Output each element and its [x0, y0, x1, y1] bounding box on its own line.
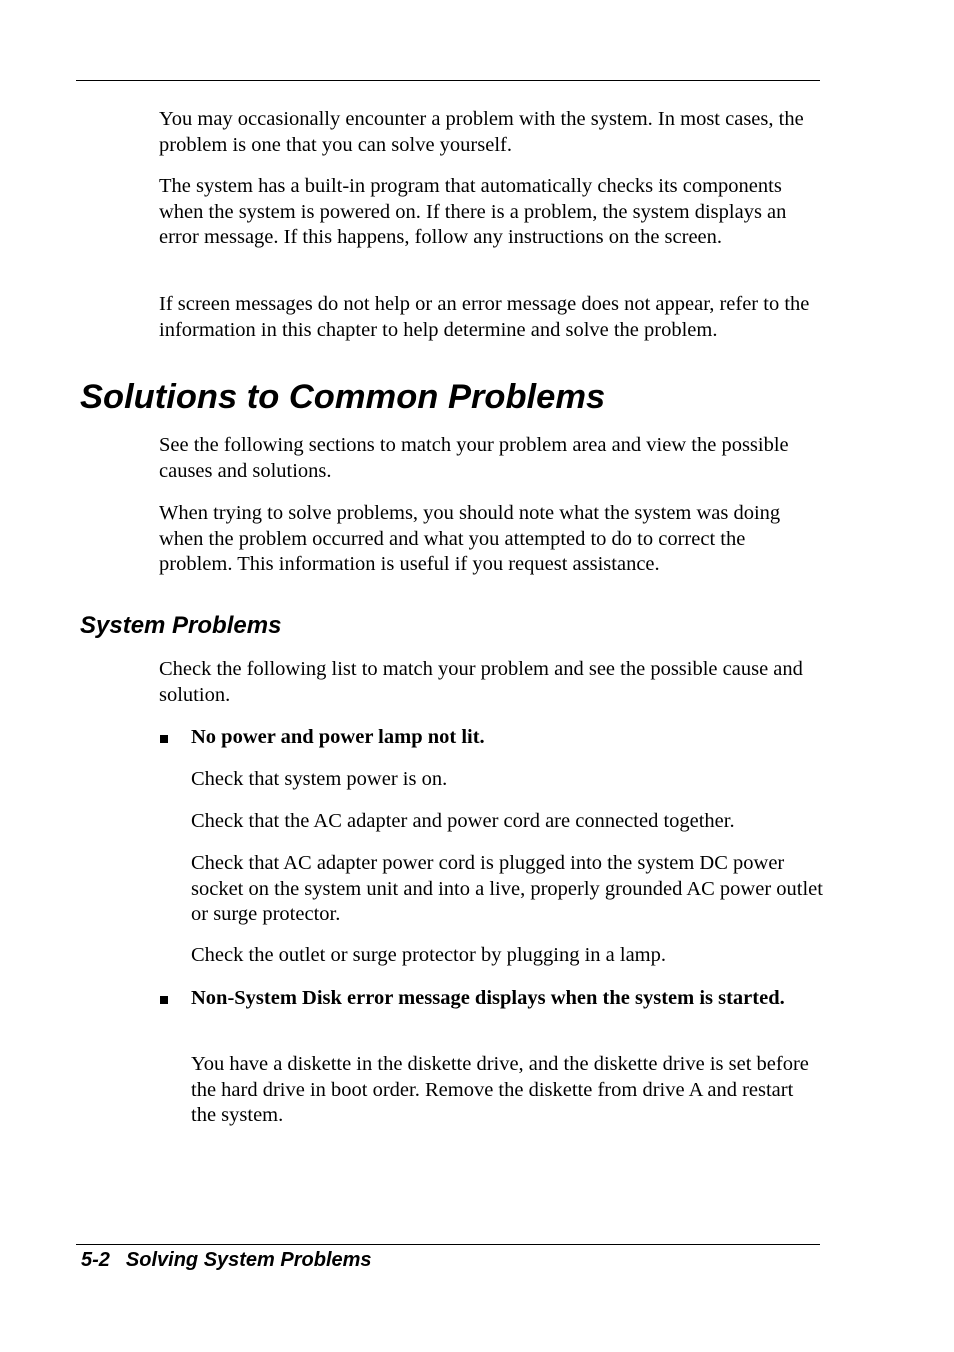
chapter-title: Solving System Problems — [125, 1249, 372, 1271]
solution-step: Check that the AC adapter and power cord are connected together. — [191, 810, 735, 832]
intro-paragraph-1: You may occasionally encounter a problem with the system. In most cases, the problem is one that you can solve yourself. — [159, 108, 804, 156]
problem-title: Non-System Disk error message displays when the system is started. — [191, 987, 785, 1009]
solution-step: Check that AC adapter power cord is plugged into the system DC power socket on the system unit and into a live, properly grounded AC power outlet or surge protector. — [191, 852, 823, 925]
footer-rule — [76, 1244, 820, 1245]
subsection-heading: System Problems — [80, 612, 282, 639]
page-number: 5-2 — [81, 1249, 110, 1271]
solution-step: You have a diskette in the diskette drive, and the diskette drive is set before the hard drive in boot order. Remove the diskette from drive A and restart the system. — [191, 1053, 809, 1126]
intro-paragraph-2: The system has a built-in program that automatically checks its components when the system is powered on. If there is a problem, the system displays an error message. If this happens, follow any instructions on the screen. — [159, 175, 787, 248]
intro-paragraph-3: If screen messages do not help or an error message does not appear, refer to the information in this chapter to help determine and solve the problem. — [159, 293, 810, 341]
page-footer — [81, 1246, 372, 1274]
solution-step: Check the outlet or surge protector by plugging in a lamp. — [191, 944, 667, 966]
problem-title: No power and power lamp not lit. — [191, 726, 485, 748]
section-paragraph-1: See the following sections to match your problem area and view the possible causes and solutions. — [159, 434, 789, 482]
subsection-intro: Check the following list to match your problem and see the possible cause and solution. — [159, 658, 803, 706]
section-heading: Solutions to Common Problems — [80, 378, 606, 416]
solution-step: Check that system power is on. — [191, 768, 448, 790]
section-paragraph-2: When trying to solve problems, you should note what the system was doing when the problem occurred and what you attempted to do to correct the problem. This information is useful if you request assistance. — [159, 502, 781, 575]
bullet-square-icon — [159, 734, 171, 746]
header-rule — [76, 80, 820, 81]
bullet-square-icon — [159, 995, 171, 1007]
